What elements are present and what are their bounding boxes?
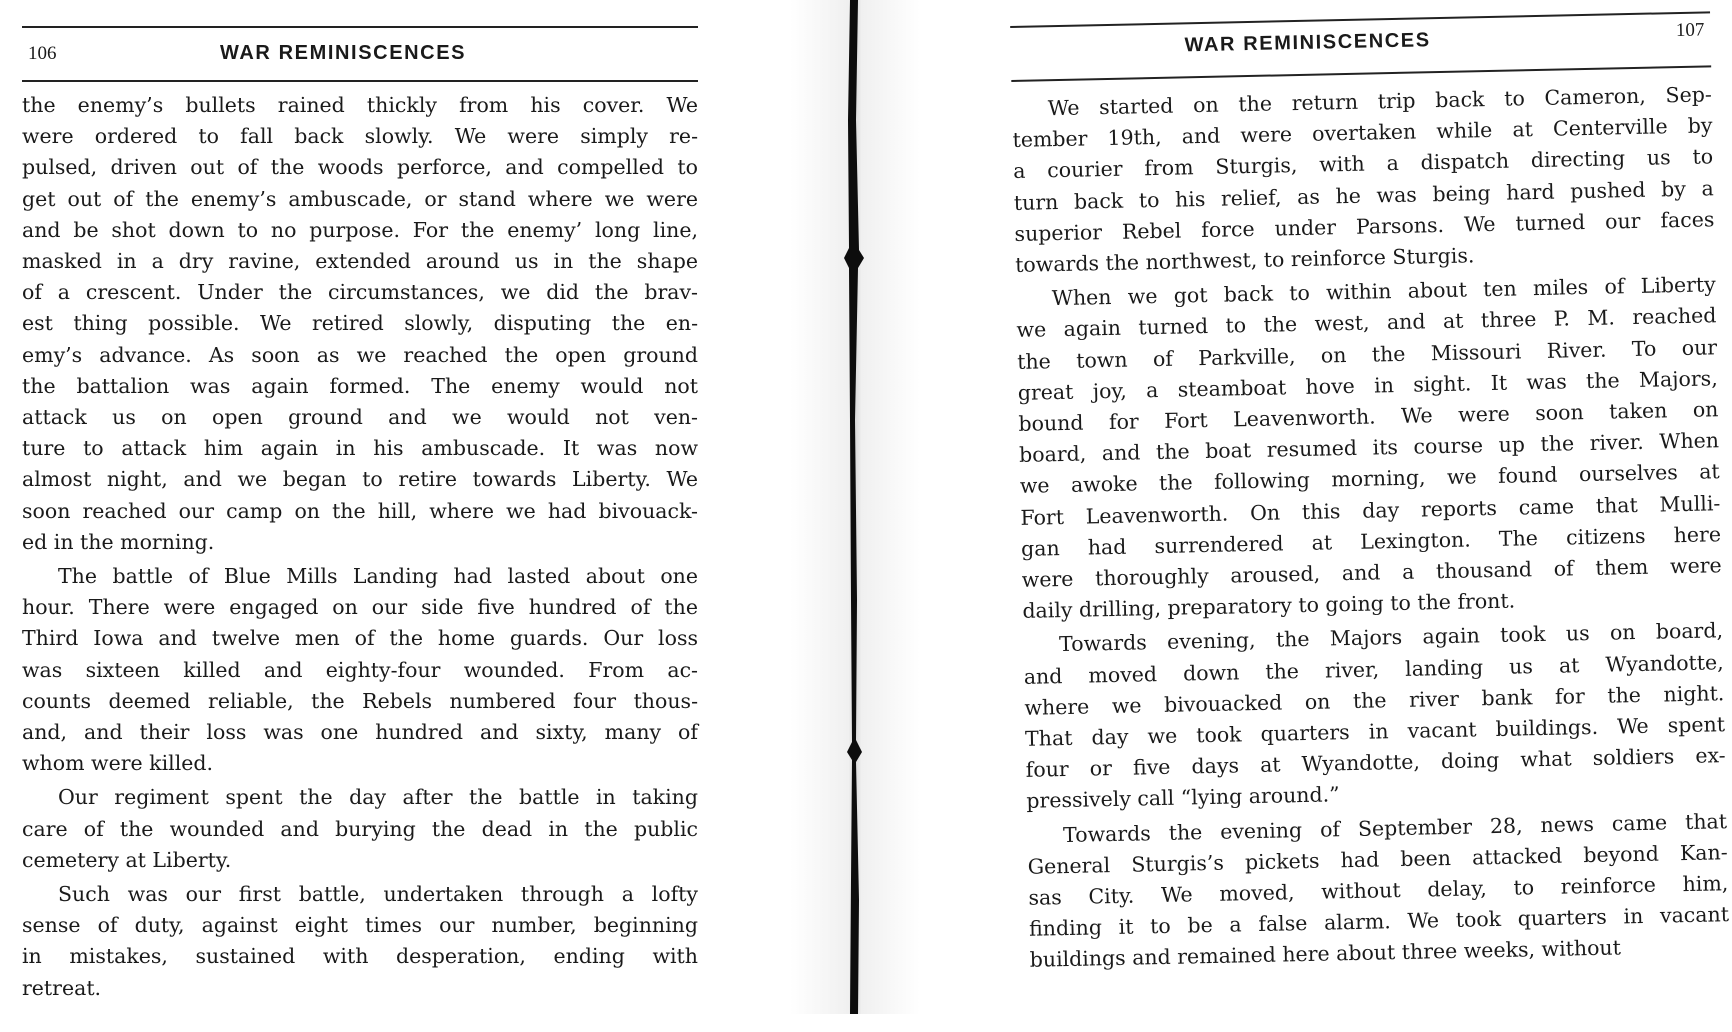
text-line: were ordered to fall back slowly. We were simply re- — [22, 124, 698, 149]
text-line: Such was our first battle, undertaken through a lofty — [58, 882, 698, 907]
text-line: pressively call “lying around.” — [1026, 782, 1340, 814]
text-line: turn back to his relief, as he was being hard pushed by a — [1013, 175, 1714, 215]
text-line: emy’s advance. As soon as we reached the open ground — [22, 342, 698, 367]
text-line: sas City. We moved, without delay, to reinforce him, — [1028, 871, 1729, 910]
text-line: hour. There were engaged on our side five hundred of the — [22, 595, 698, 620]
text-line: Towards evening, the Majors again took us on board, — [1058, 618, 1724, 657]
text-line: and, and their loss was one hundred and sixty, many of — [22, 720, 698, 745]
text-line: in mistakes, sustained with desperation, ending with — [22, 944, 698, 969]
right-page — [1010, 3, 1731, 1031]
text-line: est thing possible. We retired slowly, disputing the en- — [22, 311, 698, 336]
text-line: That day we took quarters in vacant buildings. We spent — [1024, 712, 1726, 751]
text-line: bound for Fort Leavenworth. We were soon taken on — [1018, 397, 1719, 436]
text-line: retreat. — [22, 975, 102, 1000]
text-line: where we bivouacked on the river bank for the night. — [1024, 681, 1725, 720]
header-top-rule — [1010, 11, 1710, 28]
paragraph — [1012, 79, 1716, 281]
text-line: were thoroughly aroused, and a thousand of them were — [1021, 553, 1722, 592]
text-line: We started on the return trip back to Cameron, Sep- — [1047, 82, 1713, 121]
text-line: counts deemed reliable, the Rebels numbered four thous- — [22, 688, 698, 713]
text-line: care of the wounded and burying the dead in the public — [22, 816, 698, 841]
text-line: four or five days at Wyandotte, doing what soldiers ex- — [1025, 743, 1726, 783]
text-line: cemetery at Liberty. — [22, 847, 232, 872]
text-line: the town of Parkville, on the Missouri River. To our — [1016, 334, 1718, 374]
paragraph — [1027, 806, 1730, 977]
right-page-body — [1012, 79, 1730, 979]
text-line: towards the northwest, to reinforce Sturgis. — [1014, 243, 1475, 277]
text-line: and moved down the river, landing us at Wyandotte, — [1023, 649, 1724, 689]
text-line: get out of the enemy’s ambuscade, or stand where we were — [22, 186, 698, 211]
text-line: Towards the evening of September 28, news came that — [1062, 808, 1728, 847]
text-line: the enemy’s bullets rained thickly from his cover. We — [22, 93, 698, 117]
paragraph — [22, 879, 698, 1004]
paragraph — [1016, 270, 1723, 628]
text-line: soon reached our camp on the hill, where we had bivouack- — [22, 498, 698, 523]
header-top-rule — [22, 26, 698, 28]
text-line: buildings and remained here about three weeks, without — [1029, 935, 1622, 973]
paragraph — [22, 90, 698, 558]
text-line: masked in a dry ravine, extended around us in the shape — [22, 249, 698, 274]
text-line: The battle of Blue Mills Landing had lasted about one — [58, 564, 698, 589]
text-line: board, and the boat resumed its course up the river. When — [1018, 428, 1720, 468]
text-line: ed in the morning. — [22, 529, 215, 554]
page-number: 107 — [1675, 19, 1705, 42]
text-line: sense of duty, against eight times our number, beginning — [22, 913, 698, 938]
text-line: almost night, and we began to retire towards Liberty. We — [22, 467, 698, 492]
text-line: pulsed, driven out of the woods perforce, and compelled to — [22, 155, 698, 180]
header-bottom-rule — [1011, 65, 1711, 82]
text-line: great joy, a steamboat hove in sight. It was the Majors, — [1017, 366, 1718, 405]
text-line: was sixteen killed and eighty-four wounded. From ac- — [22, 657, 698, 682]
text-line: finding it to be a false alarm. We took quarters in vacant — [1028, 902, 1730, 942]
text-line: Our regiment spent the day after the battle in taking — [58, 785, 698, 810]
header-bottom-rule — [22, 80, 698, 82]
left-page — [22, 0, 698, 1014]
text-line: Third Iowa and twelve men of the home guards. Our loss — [22, 626, 698, 651]
right-page-header — [1010, 19, 1710, 57]
text-line: ture to attack him again in his ambuscade. It was now — [22, 436, 698, 461]
left-page-body — [22, 90, 698, 1007]
text-line: whom were killed. — [22, 751, 214, 776]
text-line: superior Rebel force under Parsons. We turned our faces — [1014, 207, 1715, 246]
text-line: Fort Leavenworth. On this day reports came that Mulli- — [1020, 490, 1721, 530]
text-line: tember 19th, and were overtaken while at Centerville by — [1012, 113, 1713, 153]
running-title: WAR REMINISCENCES — [1184, 29, 1431, 57]
paragraph — [22, 782, 698, 876]
text-line: When we got back to within about ten miles of Liberty — [1051, 272, 1716, 311]
text-line: the battalion was again formed. The enemy would not — [22, 373, 698, 398]
page-number: 106 — [28, 43, 57, 64]
text-line: we awoke the following morning, we found ourselves at — [1019, 459, 1720, 499]
text-line: daily drilling, preparatory to going to the front. — [1022, 588, 1516, 624]
running-title: WAR REMINISCENCES — [220, 42, 467, 64]
text-line: gan had surrendered at Lexington. The citizens here — [1020, 522, 1722, 561]
paragraph — [1023, 616, 1727, 818]
text-line: and be shot down to no purpose. For the enemy’ long line, — [22, 217, 698, 242]
paragraph — [22, 561, 698, 779]
text-line: a courier from Sturgis, with a dispatch directing us to — [1012, 144, 1714, 184]
text-line: General Sturgis’s pickets had been attacked beyond Kan- — [1027, 840, 1728, 879]
book-spine-binding — [840, 0, 870, 1014]
text-line: attack us on open ground and we would not ven- — [22, 405, 698, 430]
text-line: of a crescent. Under the circumstances, we did the brav- — [22, 280, 698, 305]
text-line: we again turned to the west, and at three P. M. reached — [1016, 303, 1717, 343]
